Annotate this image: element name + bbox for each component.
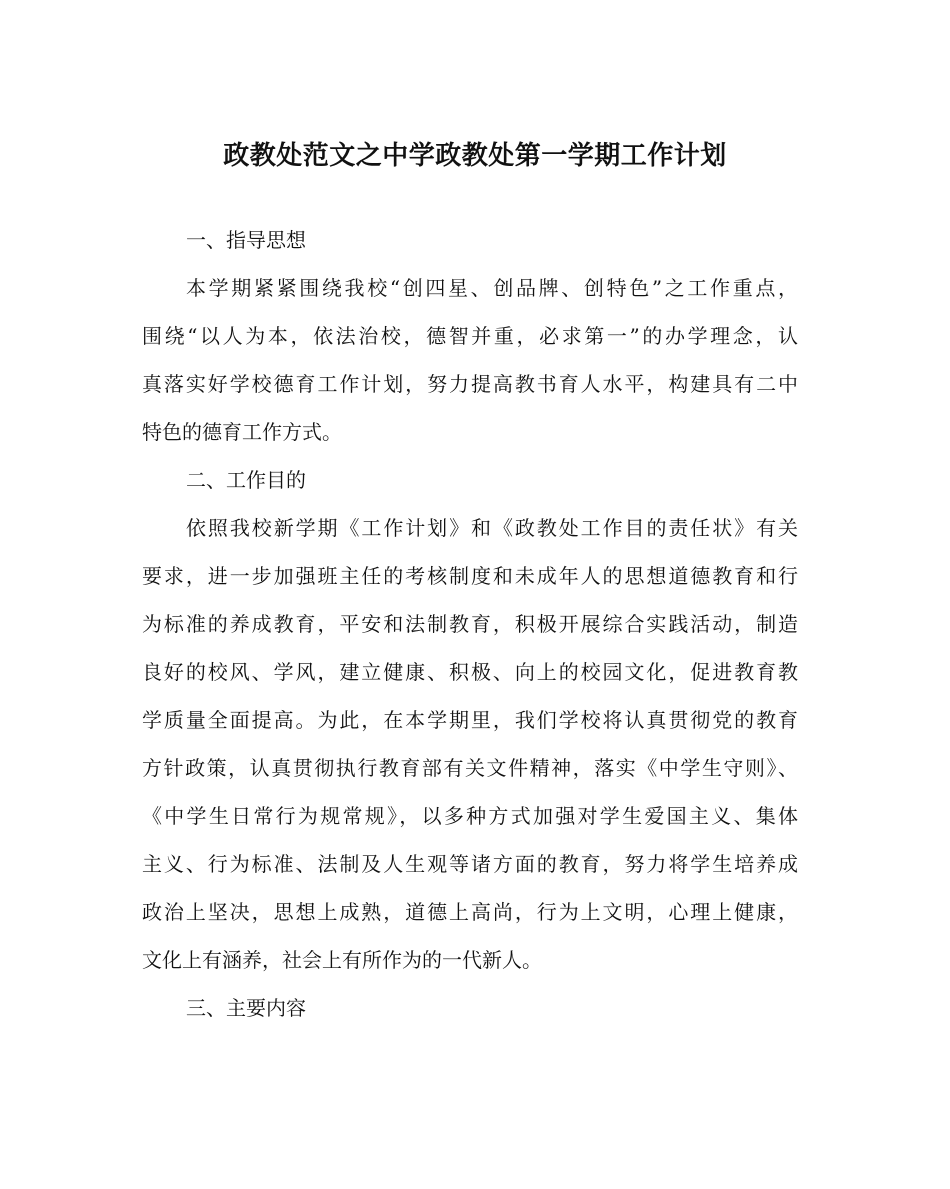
paragraph-guiding-ideology — [142, 264, 798, 456]
document-title: 政教处范文之中学政教处第一学期工作计划 — [223, 141, 727, 171]
paragraph-line: 真落实好学校德育工作计划，努力提高教书育人水平，构建具有二中 — [142, 372, 798, 396]
paragraph-line: 方针政策，认真贯彻执行教育部有关文件精神，落实《中学生守则》、 — [142, 756, 798, 780]
paragraph-line: 要求，进一步加强班主任的考核制度和未成年人的思想道德教育和行 — [142, 564, 798, 588]
paragraph-line: 本学期紧紧围绕我校“创四星、创品牌、创特色”之工作重点， — [186, 276, 798, 300]
paragraph-work-goals — [142, 504, 798, 984]
section-heading-work-goals: 二、工作目的 — [186, 468, 306, 492]
paragraph-line: 学质量全面提高。为此，在本学期里，我们学校将认真贯彻党的教育 — [142, 708, 798, 732]
paragraph-line: 特色的德育工作方式。 — [142, 420, 342, 444]
paragraph-line: 文化上有涵养，社会上有所作为的一代新人。 — [142, 948, 542, 972]
paragraph-line: 依照我校新学期《工作计划》和《政教处工作目的责任状》有关 — [186, 516, 798, 540]
paragraph-line: 良好的校风、学风，建立健康、积极、向上的校园文化，促进教育教 — [142, 660, 798, 684]
section-heading-main-content: 三、主要内容 — [186, 996, 306, 1020]
paragraph-line: 为标准的养成教育，平安和法制教育，积极开展综合实践活动，制造 — [142, 612, 798, 636]
document-body — [142, 216, 798, 1032]
paragraph-line: 政治上坚决，思想上成熟，道德上高尚，行为上文明，心理上健康， — [142, 900, 798, 924]
section-heading-guiding-ideology: 一、指导思想 — [186, 228, 306, 252]
paragraph-line: 《中学生日常行为规常规》，以多种方式加强对学生爱国主义、集体 — [142, 804, 798, 828]
paragraph-line: 围绕“以人为本，依法治校，德智并重，必求第一”的办学理念，认 — [142, 324, 798, 348]
paragraph-line: 主义、行为标准、法制及人生观等诸方面的教育，努力将学生培养成 — [142, 852, 798, 876]
